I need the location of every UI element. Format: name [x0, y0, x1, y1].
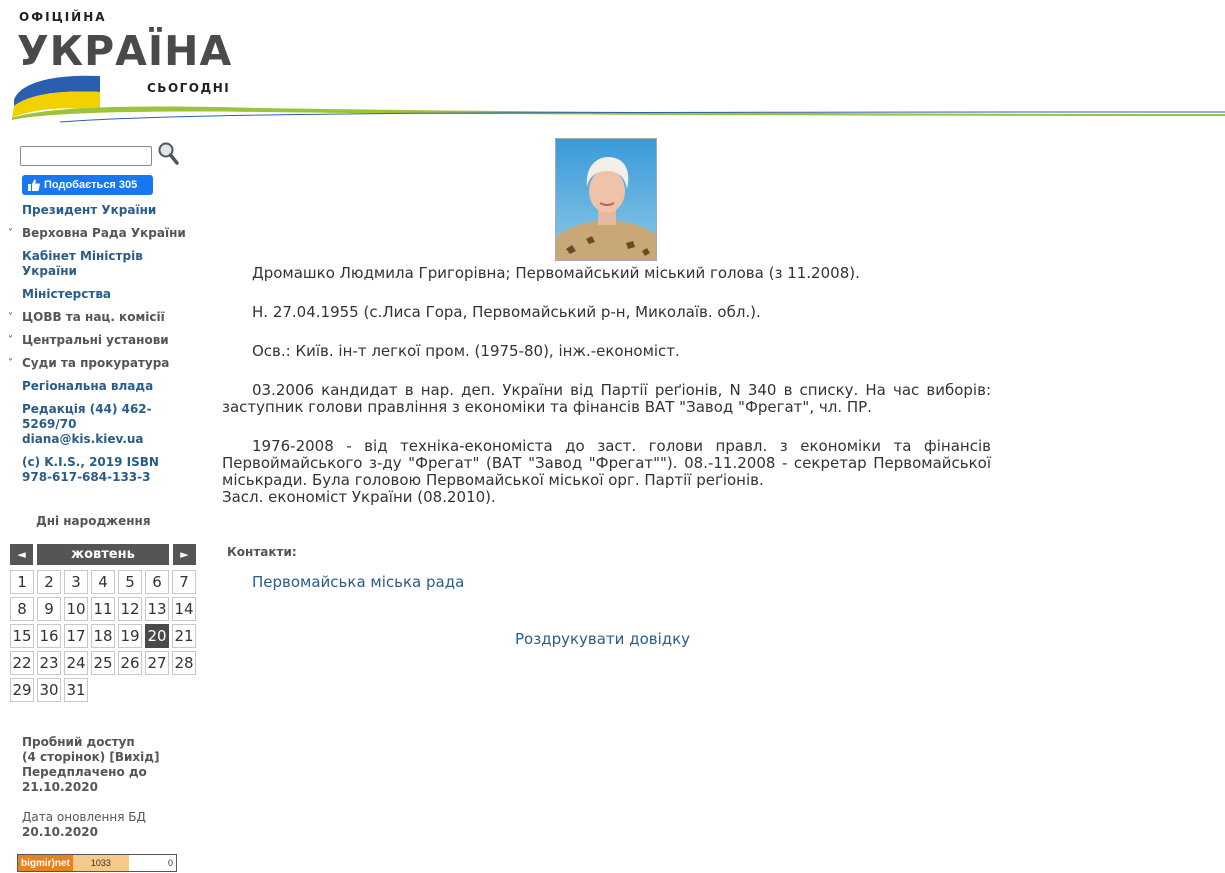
calendar-day[interactable]: 30: [37, 678, 61, 702]
sidebar-item-label: Центральні установи: [22, 333, 169, 347]
sidebar-item-verkhovna-rada[interactable]: [8, 226, 188, 241]
sidebar-item-label: ЦОВВ та нац. комісії: [22, 310, 165, 324]
profile-education: Осв.: Київ. ін-т легкої пром. (1975-80), інж.-економіст.: [252, 342, 680, 360]
print-link[interactable]: Роздрукувати довідку: [515, 630, 691, 648]
profile-photo: [555, 138, 657, 261]
calendar-day[interactable]: 7: [172, 570, 196, 594]
calendar-day[interactable]: 24: [64, 651, 88, 675]
calendar-day[interactable]: 15: [10, 624, 34, 648]
sidebar-item-cabinet[interactable]: [8, 249, 188, 279]
access-line-3: Передплачено до: [22, 765, 147, 779]
sidebar-item-regional[interactable]: [8, 379, 188, 394]
calendar-day[interactable]: 14: [172, 597, 196, 621]
calendar-day[interactable]: 26: [118, 651, 142, 675]
sidebar-item-label: Міністерства: [22, 287, 112, 301]
sidebar-item-label: (c) K.I.S., 2019 ISBN 978-617-684-133-3: [22, 455, 159, 484]
db-updated-value: 20.10.2020: [22, 825, 98, 839]
logo-line-1: ОФІЦІЙНА: [19, 10, 107, 24]
search-input[interactable]: [20, 146, 152, 166]
calendar-day[interactable]: 25: [91, 651, 115, 675]
profile-career: 1976-2008 - від техніка-економіста до заст. голови правл. з економіки та фінансів Первоймайського з-ду "Фрегат" (ВАТ "Завод "Фрегат""). 08.-11.2008 - секретар Первомайської міськради. Була головою Первомайської міської орг. Партії реґіонів.: [222, 437, 991, 489]
sidebar-item-president[interactable]: [8, 203, 188, 218]
calendar-day[interactable]: 23: [37, 651, 61, 675]
flag-ribbon-icon: [0, 60, 1225, 125]
sidebar-item-label: Регіональна влада: [22, 379, 154, 393]
facebook-like-button[interactable]: [22, 175, 153, 195]
sidebar-item-label: Президент України: [22, 203, 157, 217]
calendar-day[interactable]: 10: [64, 597, 88, 621]
logo-line-2: УКРАЇНА: [17, 27, 233, 75]
calendar-day[interactable]: 3: [64, 570, 88, 594]
calendar-day[interactable]: 27: [145, 651, 169, 675]
access-line-1: Пробний доступ: [22, 735, 135, 749]
calendar-day[interactable]: 9: [37, 597, 61, 621]
thumbs-up-icon: [28, 179, 40, 191]
access-info: [22, 735, 159, 795]
bigmir-counter[interactable]: [17, 854, 177, 872]
calendar-day[interactable]: 31: [64, 678, 88, 702]
calendar-day[interactable]: 16: [37, 624, 61, 648]
contacts-link[interactable]: Первомайська міська рада: [252, 573, 465, 591]
profile-name-position: Дромашко Людмила Григорівна; Первомайський міський голова (з 11.2008).: [252, 264, 860, 282]
sidebar-item-label: Кабінет Міністрів України: [22, 249, 143, 278]
sidebar-item-label: Суди та прокуратура: [22, 356, 170, 370]
counter-value-2: 0: [167, 858, 173, 868]
calendar-day[interactable]: 2: [37, 570, 61, 594]
sidebar-item-label: Верховна Рада України: [22, 226, 186, 240]
profile-text: [222, 265, 991, 506]
counter-brand: bigmir)net: [18, 855, 73, 871]
calendar-day[interactable]: 17: [64, 624, 88, 648]
calendar-day[interactable]: 6: [145, 570, 169, 594]
calendar-day[interactable]: 29: [10, 678, 34, 702]
profile-award: Засл. економіст України (08.2010).: [222, 488, 496, 506]
calendar-day[interactable]: 18: [91, 624, 115, 648]
facebook-like-label: Подобається 305: [44, 179, 138, 191]
search-button[interactable]: [156, 141, 180, 167]
sidebar-item-central-institutions[interactable]: [8, 333, 188, 348]
calendar-day[interactable]: 22: [10, 651, 34, 675]
profile-candidacy: 03.2006 кандидат в нар. деп. України від Партії реґіонів, N 340 в списку. На час виборів: заступник голови правління з економіки та фінансів ВАТ "Завод "Фрегат", чл. ПР.: [222, 381, 991, 416]
calendar-day[interactable]: 1: [10, 570, 34, 594]
sidebar-item-editorial[interactable]: [8, 402, 188, 447]
calendar-day[interactable]: 5: [118, 570, 142, 594]
sidebar-item-ministries[interactable]: [8, 287, 188, 302]
calendar-day[interactable]: 13: [145, 597, 169, 621]
chevron-down-icon: ˅: [8, 335, 13, 346]
chevron-down-icon: ˅: [8, 228, 13, 239]
profile-birth: Н. 27.04.1955 (с.Лиса Гора, Первомайський р-н, Миколаїв. обл.).: [252, 303, 761, 321]
birthdays-title: Дні народження: [36, 514, 151, 528]
access-line-2[interactable]: (4 сторінок) [Вихід]: [22, 750, 160, 764]
calendar-prev-button[interactable]: ◄: [10, 544, 33, 565]
sidebar-item-courts[interactable]: [8, 356, 188, 371]
chevron-down-icon: ˅: [8, 358, 13, 369]
logo-line-3: СЬОГОДНІ: [147, 81, 231, 95]
sidebar-item-tsovv[interactable]: [8, 310, 188, 325]
sidebar-item-copyright[interactable]: [8, 455, 188, 485]
calendar-day[interactable]: 21: [172, 624, 196, 648]
magnifier-icon: [156, 141, 180, 167]
access-line-4: 21.10.2020: [22, 780, 98, 794]
birthday-calendar: [10, 544, 197, 699]
counter-value-1: 1033: [73, 855, 129, 871]
calendar-day[interactable]: 8: [10, 597, 34, 621]
site-logo[interactable]: [0, 0, 1225, 125]
calendar-day[interactable]: 4: [91, 570, 115, 594]
sidebar-item-label: Редакція (44) 462-5269/70 diana@kis.kiev.ua: [22, 402, 152, 446]
calendar-day[interactable]: 12: [118, 597, 142, 621]
calendar-day[interactable]: 19: [118, 624, 142, 648]
chevron-down-icon: ˅: [8, 312, 13, 323]
db-updated-label: Дата оновлення БД: [22, 810, 146, 824]
sidebar-menu: [8, 203, 188, 493]
calendar-month-title[interactable]: жовтень: [37, 544, 169, 565]
calendar-next-button[interactable]: ►: [173, 544, 196, 565]
contacts-label: Контакти:: [227, 545, 297, 559]
calendar-day[interactable]: 11: [91, 597, 115, 621]
calendar-day[interactable]: 20: [145, 624, 169, 648]
db-updated: [22, 810, 146, 840]
calendar-day[interactable]: 28: [172, 651, 196, 675]
